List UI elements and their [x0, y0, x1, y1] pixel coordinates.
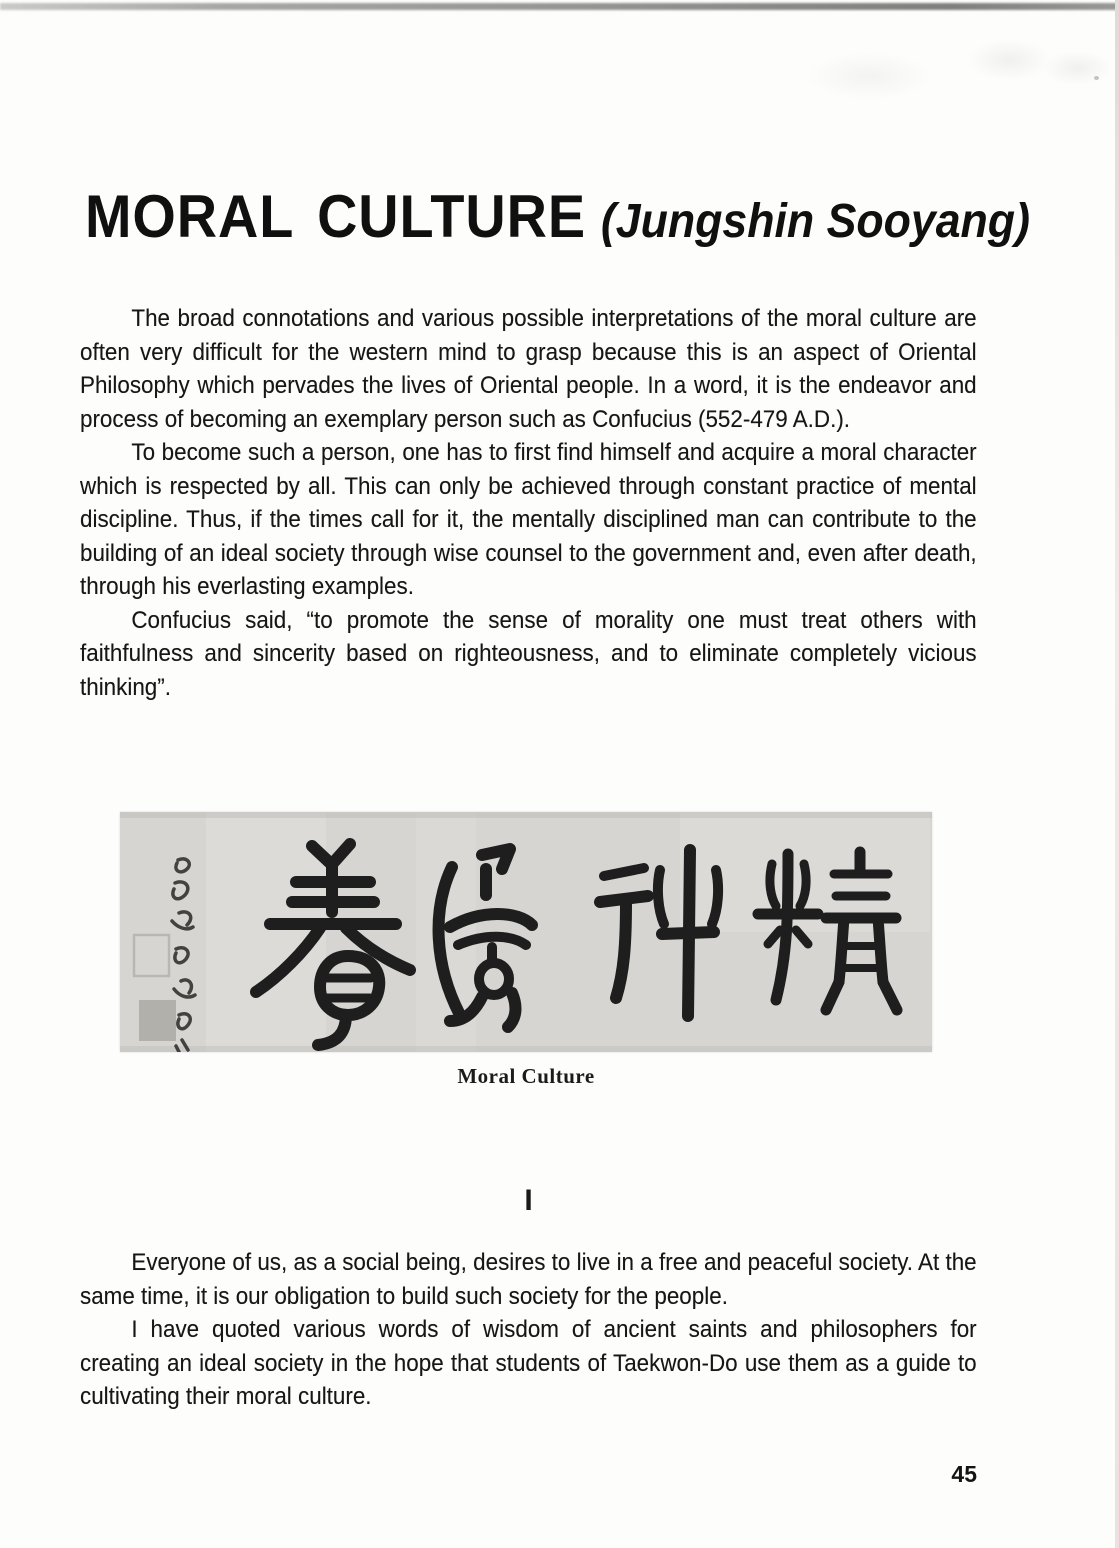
seal-stamp — [139, 1000, 176, 1041]
paragraph-2: To become such a person, one has to first find himself and acquire a moral character which is respected by all. This can only be achieved through constant practice of mental discipline. Thus, if the times call for it, the mentally disciplined man can contribute to the building of an ideal society through wise counsel to the government and, even after death, through his everlasting examples. — [80, 439, 977, 600]
scan-smudge-artifact — [709, 28, 1109, 108]
scan-dot-artifact — [1094, 76, 1099, 80]
section-marker: I — [524, 1184, 533, 1217]
section-paragraphs — [80, 1246, 977, 1414]
calligraphy-photo — [120, 812, 932, 1052]
scan-right-edge-artifact — [1115, 0, 1119, 1548]
title-romanization: (Jungshin Sooyang) — [600, 195, 1030, 248]
paragraph-5: I have quoted various words of wisdom of ancient saints and philosophers for creating an ideal society in the hope that students of Taekwon-Do use them as a guide to cultivating their moral culture. — [80, 1316, 977, 1410]
calligraphy-artwork — [120, 812, 932, 1052]
paragraph-4: Everyone of us, as a social being, desires to live in a free and peaceful society. At the same time, it is our obligation to build such society for the people. — [80, 1249, 977, 1310]
page-title — [85, 182, 1030, 251]
paragraph-1: The broad connotations and various possible interpretations of the moral culture are often very difficult for the western mind to grasp because this is an aspect of Oriental Philosophy which pervades the lives of Oriental people. In a word, it is the endeavor and process of becoming an exemplary person such as Confucius (552-479 A.D.). — [80, 305, 977, 433]
paragraph-3: Confucius said, “to promote the sense of morality one must treat others with faithfulness and sincerity based on righteousness, and to eliminate completely vicious thinking”. — [80, 606, 977, 701]
page-number: 45 — [951, 1461, 977, 1487]
title-text: MORAL CULTURE — [85, 183, 587, 250]
figure-caption: Moral Culture — [457, 1064, 595, 1088]
intro-paragraphs — [80, 302, 977, 704]
scan-top-edge-artifact — [0, 3, 1119, 10]
